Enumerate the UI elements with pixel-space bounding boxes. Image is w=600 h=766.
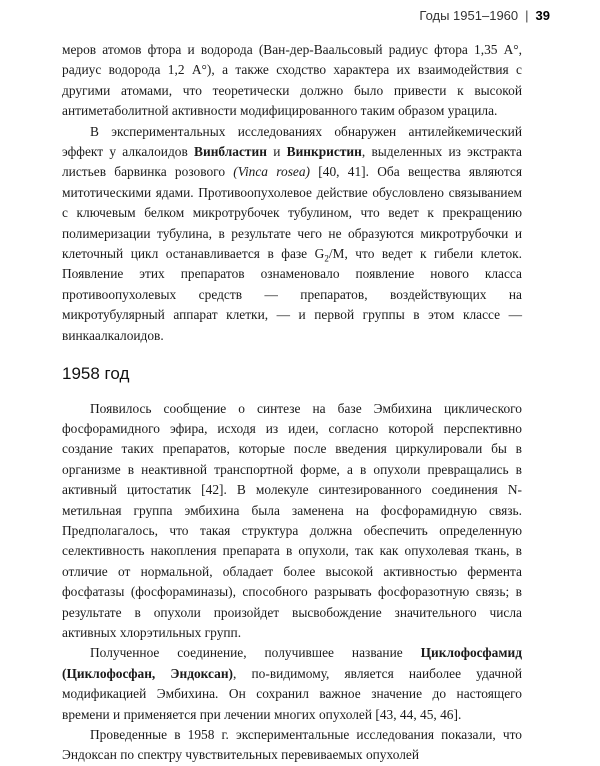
paragraph-vinca-alkaloids: В экспериментальных исследованиях обнаружен антилейкемический эффект у алкалоидов Винбластин и Винкристин, выделенных из экстракта листьев барвинка розового (Vinca rosea) [40, 41]. Оба вещества являются митотическими ядами. Противоопухолевое действие обусловлено связыванием с ключевым белком микротрубочек тубулином, что ведет к прекращению полимеризации тубулина, в результате чего не образуются микротрубочки и клеточный цикл останавливается в фазе $G_2/M$, что ведет к гибели клеток. Появление этих препаратов ознаменовало появление нового класса противоопухолевых средств — препаратов, воздействующих на микротубулярный аппарат клетки, — и первой группы в этом классе — винкаалкалоидов. <box>62 123 522 343</box>
paragraph-cyclophosphamide: Полученное соединение, получившее название Циклофосфамид (Циклофосфан, Эндоксан), по-видимому, является наиболее удачной модификацией Эмбихина. Он сохранил важное значение до настоящего времени и применяется при лечении многих опухолей [43, 44, 45, 46]. <box>62 645 522 722</box>
header-separator: | <box>525 8 529 23</box>
body-text <box>62 40 522 766</box>
page-number: 39 <box>535 8 550 23</box>
paragraph-cyclic-phosphoramide: Появилось сообщение о синтезе на базе Эмбихина циклического фосфорамидного эфира, исходя из идеи, согласно которой перспективно создание таких препаратов, которые после введения циркулировали бы в организме в неактивной транспортной форме, а в опухоли превращались в активный цитостатик [42]. В молекуле синтезированного соединения N-метильная группа эмбихина была заменена на фосфорамидную связь. Предполагалось, что такая структура должна обеспечить определенную селективность накопления препарата в опухоли, так как опухолевая ткань, в отличие от нормальной, обладает более высокой активностью фермента фосфатазы (фосфораминазы), способного разрывать фосфоразотную связь; в результате в опухоли произойдет высвобождение значительного числа активных хлорэтильных групп. <box>62 400 522 640</box>
drug-vinblastine: Винбластин <box>194 144 267 160</box>
latin-name: (Vinca rosea) <box>233 164 310 180</box>
drug-vincristine: Винкристин <box>286 144 362 160</box>
chapter-title: Годы 1951–1960 <box>419 8 519 23</box>
subscript-2: 2 <box>324 253 329 264</box>
section-heading-1958: 1958 год <box>62 364 130 384</box>
running-header <box>419 8 550 23</box>
paragraph-endoxan-studies: Проведенные в 1958 г. экспериментальные исследования показали, что Эндоксан по спектру чувствительных перевиваемых опухолей <box>62 727 522 763</box>
drug-cyclophosphamide: Циклофосфамид (Циклофосфан, Эндоксан) <box>62 645 522 681</box>
paragraph-uracil: меров атомов фтора и водорода (Ван-дер-Ваальсовый радиус фтора 1,35 А°, радиус водорода 1,2 А°), а также сходство характера их взаимодействия с другими атомами, что теоретически должно было привести к высокой антиметаболитной активности модифицированного таким образом урацила. <box>62 42 522 119</box>
